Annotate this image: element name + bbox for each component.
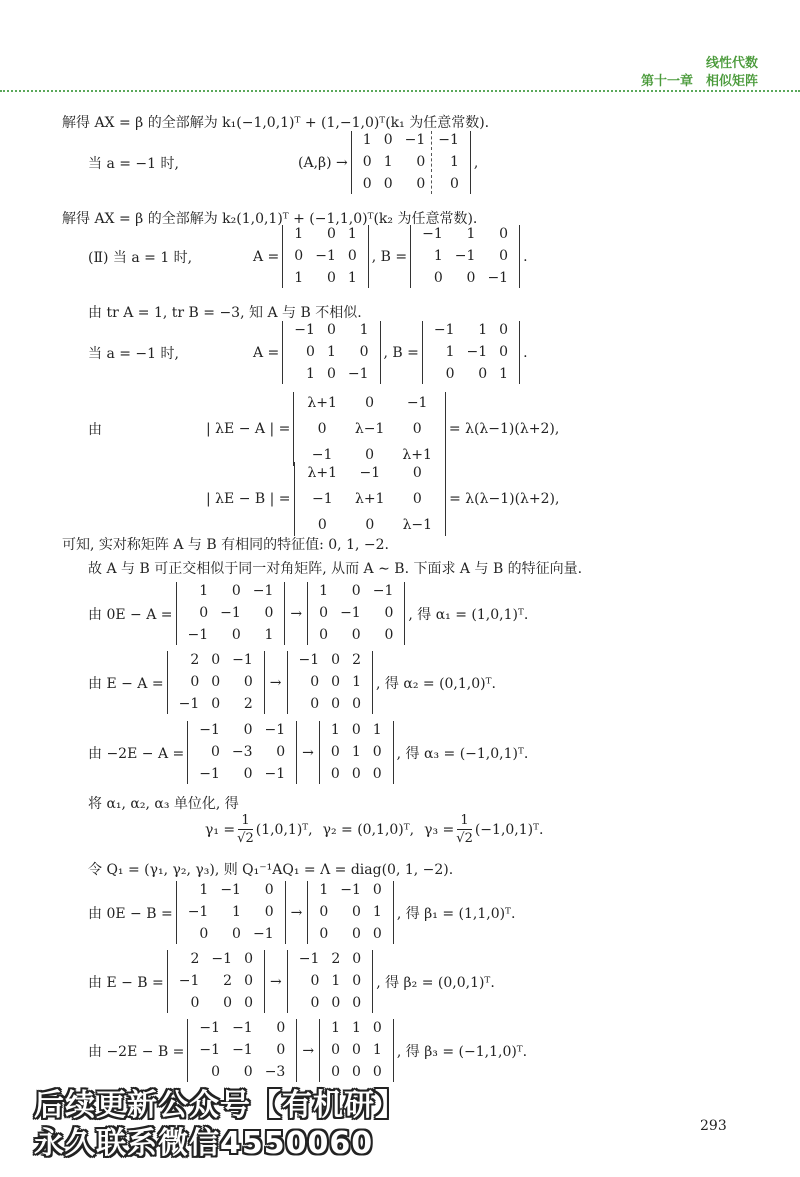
eq-m2E-A: 由 −2E − A = −1 0 −1 0 −3 0 −1 0 −1 → 1 0 1 0 1 0 0 0 0 , 得 α₃ = (−1,0,1)ᵀ. — [88, 722, 529, 782]
matrix-entry: 1 — [319, 583, 329, 599]
matrix — [282, 225, 368, 288]
matrix-entry: 0 — [399, 153, 433, 172]
matrix-entry: 0 — [384, 627, 394, 643]
matrix-entry: 0 — [365, 395, 375, 411]
header-chapter-title: 第十一章 相似矩阵 — [640, 74, 758, 89]
matrix-entry: 1 — [478, 322, 488, 338]
matrix-entry: 0 — [478, 366, 488, 382]
matrix-entry: 0 — [466, 270, 476, 286]
matrix-entry: λ+1 — [307, 395, 337, 411]
matrix-entry: 0 — [412, 491, 422, 507]
matrix-entry: 0 — [352, 696, 362, 712]
matrix-entry: −1 — [220, 605, 241, 621]
matrix-entry: −1 — [294, 322, 315, 338]
matrix-entry: 0 — [330, 744, 340, 760]
matrix-entry: 0 — [326, 322, 336, 338]
matrix-entry: 0 — [264, 904, 274, 920]
watermark-line-2: 永久联系微信4550060 — [34, 1126, 374, 1161]
matrix-entry: 1 — [433, 248, 443, 264]
matrix — [351, 131, 471, 194]
text-line-1: 解得 AX = β 的全部解为 k₁(−1,0,1)ᵀ + (1,−1,0)ᵀ(k₁ 为任意常数). — [62, 115, 490, 131]
matrix-entry: 0 — [231, 583, 241, 599]
matrix-entry: 0 — [294, 248, 304, 264]
matrix — [176, 881, 286, 944]
matrix-entry: −1 — [211, 951, 233, 967]
fraction: $\frac{1}{√2}$ — [456, 813, 473, 846]
matrix-entry: 0 — [331, 696, 341, 712]
matrix-entry: 0 — [372, 1064, 382, 1080]
matrix-entry: −1 — [252, 583, 274, 599]
matrix-entry: 1 — [294, 270, 304, 286]
matrix-entry: 0 — [351, 583, 361, 599]
matrix-entry: 1 — [372, 904, 382, 920]
matrix-entry: 1 — [372, 722, 382, 738]
matrix-entry: −1 — [187, 627, 209, 643]
matrix-entry: −1 — [454, 248, 476, 264]
matrix-entry: −1 — [487, 270, 509, 286]
matrix-entry: −1 — [199, 722, 220, 738]
matrix-entry: 1 — [232, 904, 241, 920]
matrix-entry: −1 — [311, 491, 333, 507]
matrix-entry: −1 — [199, 1020, 221, 1036]
matrix-entry: 1 — [352, 1020, 361, 1036]
text-line-10: 故 A 与 B 可正交相似于同一对角矩阵, 从而 A ∼ B. 下面求 A 与 B 的特征向量. — [88, 561, 583, 577]
matrix-entry: −1 — [311, 447, 333, 463]
eq-A-B-am1: 当 a = −1 时, A = −1 0 1 0 1 0 1 0 −1 , B = −1 1 0 1 −1 0 0 0 1 . — [88, 322, 528, 382]
matrix-entry: −1 — [422, 226, 443, 242]
matrix-entry: 0 — [190, 995, 200, 1011]
matrix-entry: −1 — [347, 366, 369, 382]
matrix — [167, 950, 265, 1013]
matrix-entry: 0 — [449, 176, 459, 192]
matrix-entry: 2 — [190, 652, 200, 668]
matrix-entry: −1 — [232, 1020, 253, 1036]
matrix-entry: 1 — [362, 132, 372, 148]
matrix-entry: 1 — [330, 722, 340, 738]
matrix-entry: 0 — [351, 904, 361, 920]
matrix-entry: λ+1 — [307, 465, 338, 481]
matrix-entry: −1 — [466, 344, 488, 360]
matrix-entry: 0 — [351, 766, 361, 782]
matrix-entry: −1 — [199, 1042, 221, 1058]
text-line-3: 解得 AX = β 的全部解为 k₂(1,0,1)ᵀ + (−1,1,0)ᵀ(k₂ 为任意常数). — [62, 211, 478, 227]
matrix-entry: 1 — [466, 226, 476, 242]
matrix-entry: 0 — [243, 722, 253, 738]
matrix-entry: 0 — [319, 904, 329, 920]
matrix-entry: 0 — [352, 995, 362, 1011]
matrix-entry: −1 — [315, 248, 336, 264]
matrix-entry: −1 — [406, 395, 428, 411]
header-book-title: 线性代数 — [705, 56, 758, 71]
matrix-entry: 0 — [331, 1042, 340, 1058]
matrix-entry: −1 — [264, 722, 286, 738]
matrix-entry: 0 — [319, 926, 329, 942]
matrix-entry: 0 — [264, 605, 274, 621]
matrix — [422, 321, 520, 384]
matrix-entry: λ+1 — [355, 491, 385, 507]
matrix-entry: 1 — [445, 344, 455, 360]
matrix-entry: λ+1 — [402, 447, 432, 463]
matrix-entry: 0 — [223, 995, 233, 1011]
header-divider — [0, 90, 800, 92]
text-line-16: 令 Q₁ = (γ₁, γ₂, γ₃), 则 Q₁⁻¹AQ₁ = Λ = diag(0, 1, −2). — [88, 862, 454, 878]
matrix-entry: 0 — [499, 322, 509, 338]
matrix-entry: 1 — [347, 226, 357, 242]
matrix-entry: 0 — [310, 674, 320, 690]
matrix-entry: 0 — [365, 447, 375, 463]
text-line-9: 可知, 实对称矩阵 A 与 B 有相同的特征值: 0, 1, −2. — [62, 537, 389, 553]
matrix-entry: 0 — [499, 248, 509, 264]
matrix — [287, 651, 373, 714]
matrix-entry: 0 — [372, 1020, 382, 1036]
matrix-entry: 0 — [211, 652, 221, 668]
matrix-entry: 0 — [352, 951, 362, 967]
matrix-entry: 2 — [243, 696, 253, 712]
matrix-entry: −1 — [298, 652, 320, 668]
eq-augmented: 当 a = −1 时, (A,β) → 1 0 −1 −1 0 1 0 1 0 0 0 0 , — [88, 132, 479, 192]
matrix-entry: 0 — [331, 995, 341, 1011]
matrix-entry: 0 — [310, 995, 320, 1011]
matrix-entry: 1 — [319, 882, 329, 898]
matrix — [167, 651, 265, 714]
matrix — [319, 1019, 394, 1082]
matrix-entry: 0 — [352, 1064, 361, 1080]
matrix-entry: 1 — [199, 583, 209, 599]
matrix-entry: 0 — [310, 973, 320, 989]
matrix-entry: −1 — [264, 766, 286, 782]
matrix-entry: 1 — [347, 270, 357, 286]
matrix-entry: 1 — [499, 366, 509, 382]
matrix-entry: 2 — [331, 951, 341, 967]
matrix-entry: −1 — [220, 882, 241, 898]
matrix-entry: −1 — [298, 951, 320, 967]
matrix-entry: 1 — [326, 344, 336, 360]
matrix-entry: 0 — [351, 627, 361, 643]
text-line-5: 由 tr A = 1, tr B = −3, 知 A 与 B 不相似. — [88, 305, 362, 321]
matrix-entry: 1 — [352, 674, 362, 690]
matrix-entry: 0 — [372, 766, 382, 782]
matrix-entry: 0 — [319, 627, 329, 643]
matrix-entry: 0 — [372, 744, 382, 760]
watermark-line-1: 后续更新公众号【有机研】 — [34, 1088, 406, 1123]
matrix-entry: 0 — [359, 344, 369, 360]
matrix — [282, 321, 380, 384]
matrix-entry: −1 — [252, 926, 274, 942]
eq-E-B: 由 E − B = 2 −1 0 −1 2 0 0 0 0 → −1 2 0 0 1 0 0 0 0 , 得 β₂ = (0,0,1)ᵀ. — [88, 951, 495, 1011]
matrix-entry: 0 — [244, 973, 253, 989]
matrix-entry: 0 — [276, 1042, 286, 1058]
matrix-entry: 0 — [362, 154, 372, 170]
matrix-entry: 0 — [331, 1064, 340, 1080]
matrix-entry: 2 — [223, 973, 233, 989]
matrix-entry: 0 — [317, 421, 327, 437]
matrix-entry: −1 — [438, 132, 459, 148]
matrix-entry: 0 — [365, 517, 375, 533]
matrix-entry: 0 — [232, 926, 241, 942]
matrix-entry: 0 — [372, 926, 382, 942]
matrix-entry: −1 — [232, 1042, 253, 1058]
matrix-entry: 0 — [383, 132, 393, 148]
eq-m2E-B: 由 −2E − B = −1 −1 0 −1 −1 0 0 0 −3 → 1 1 0 0 0 1 0 0 0 , 得 β₃ = (−1,1,0)ᵀ. — [88, 1020, 528, 1080]
matrix-entry: 1 — [331, 973, 341, 989]
matrix-entry: 0 — [351, 722, 361, 738]
matrix-entry: 2 — [352, 652, 362, 668]
matrix-entry: 0 — [347, 248, 357, 264]
matrix-entry: 0 — [331, 674, 341, 690]
eq-charpoly-A: 由 | λE − A | = λ+1 0 −1 0 λ−1 0 −1 0 λ+1 = λ(λ−1)(λ+2), — [88, 392, 559, 466]
matrix — [187, 721, 297, 784]
matrix — [187, 1019, 297, 1082]
matrix-entry: 0 — [317, 517, 327, 533]
matrix-entry: 0 — [211, 674, 221, 690]
matrix-entry: 0 — [276, 744, 286, 760]
matrix-entry: λ−1 — [402, 517, 433, 533]
matrix-entry: 0 — [499, 226, 509, 242]
matrix-entry: 1 — [331, 1020, 340, 1036]
eq-A-B-a1: (Ⅱ) 当 a = 1 时, A = 1 0 1 0 −1 0 1 0 1 , B = −1 1 0 1 −1 0 0 0 −1 . — [88, 226, 528, 286]
eq-charpoly-B: | λE − B | = λ+1 −1 0 −1 λ+1 0 0 0 λ−1 = λ(λ−1)(λ+2), — [206, 462, 559, 536]
page-number: 293 — [700, 1118, 727, 1134]
matrix — [319, 721, 394, 784]
matrix-entry: 0 — [326, 270, 336, 286]
matrix-entry: −1 — [340, 605, 361, 621]
matrix — [307, 582, 405, 645]
matrix-entry: 0 — [243, 1064, 253, 1080]
matrix-entry: −1 — [178, 973, 200, 989]
matrix-entry: 0 — [211, 696, 221, 712]
matrix-entry: −3 — [264, 1064, 286, 1080]
matrix-entry: 0 — [306, 344, 315, 360]
matrix-entry: −1 — [372, 583, 394, 599]
matrix-entry: 0 — [399, 175, 433, 194]
matrix-entry: 0 — [362, 176, 372, 192]
eq-E-A: 由 E − A = 2 0 −1 0 0 0 −1 0 2 → −1 0 2 0 0 1 0 0 0 , 得 α₂ = (0,1,0)ᵀ. — [88, 652, 496, 712]
matrix-entry: −1 — [359, 465, 381, 481]
matrix-entry: 0 — [211, 1064, 221, 1080]
matrix-entry: 0 — [326, 226, 336, 242]
matrix-entry: 1 — [294, 226, 304, 242]
matrix-entry: 0 — [330, 766, 340, 782]
matrix-entry: 0 — [243, 766, 253, 782]
matrix-entry: 1 — [306, 366, 315, 382]
matrix-entry: 0 — [499, 344, 509, 360]
matrix — [410, 225, 520, 288]
matrix-entry: −1 — [340, 882, 361, 898]
matrix-entry: 1 — [359, 322, 369, 338]
matrix-entry: 1 — [199, 882, 209, 898]
matrix-entry: 0 — [231, 627, 241, 643]
matrix — [287, 950, 373, 1013]
matrix-entry: 1 — [372, 1042, 382, 1058]
matrix-entry: 0 — [372, 882, 382, 898]
matrix-entry: −3 — [231, 744, 253, 760]
matrix-entry: 0 — [244, 995, 253, 1011]
matrix — [307, 881, 393, 944]
matrix-entry: 0 — [412, 421, 422, 437]
matrix-entry: −1 — [433, 322, 455, 338]
matrix-entry: 0 — [351, 926, 361, 942]
matrix-entry: λ−1 — [354, 421, 385, 437]
matrix-entry: 0 — [352, 1042, 361, 1058]
matrix-entry: 1 — [351, 744, 361, 760]
matrix-entry: 1 — [383, 154, 393, 170]
eq-gammas: γ₁ = $\frac{1}{√2}$ (1,0,1)ᵀ, γ₂ = (0,1,0)ᵀ, γ₃ = $\frac{1}{√2}$ (−1,0,1)ᵀ. — [205, 813, 544, 846]
determinant — [293, 392, 446, 466]
matrix-entry: −1 — [187, 904, 209, 920]
matrix-entry: 0 — [244, 951, 253, 967]
matrix-entry: −1 — [232, 652, 253, 668]
matrix — [176, 582, 286, 645]
matrix-entry: 0 — [199, 605, 209, 621]
text-line-14: 将 α₁, α₂, α₃ 单位化, 得 — [88, 796, 239, 812]
eq-0E-B: 由 0E − B = 1 −1 0 −1 1 0 0 0 −1 → 1 −1 0 0 0 1 0 0 0 , 得 β₁ = (1,1,0)ᵀ. — [88, 882, 516, 942]
matrix-entry: 0 — [445, 366, 455, 382]
matrix-entry: 1 — [264, 627, 274, 643]
matrix-entry: 0 — [326, 366, 336, 382]
matrix-entry: 0 — [412, 465, 422, 481]
matrix-entry: 0 — [310, 696, 320, 712]
matrix-entry: 2 — [190, 951, 200, 967]
matrix-entry: −1 — [199, 766, 220, 782]
matrix-entry: 0 — [276, 1020, 286, 1036]
matrix-entry: −1 — [399, 131, 433, 150]
matrix-entry: 0 — [383, 176, 393, 192]
matrix-entry: 0 — [264, 882, 274, 898]
matrix-entry: 0 — [352, 973, 362, 989]
fraction: $\frac{1}{√2}$ — [237, 813, 254, 846]
matrix-entry: 0 — [433, 270, 443, 286]
eq-0E-A: 由 0E − A = 1 0 −1 0 −1 0 −1 0 1 → 1 0 −1 0 −1 0 0 0 0 , 得 α₁ = (1,0,1)ᵀ. — [88, 583, 529, 643]
matrix-entry: 0 — [199, 926, 209, 942]
matrix-entry: 0 — [190, 674, 200, 690]
matrix-entry: 0 — [210, 744, 220, 760]
matrix-entry: 1 — [449, 154, 459, 170]
matrix-entry: 0 — [331, 652, 341, 668]
matrix-entry: 0 — [384, 605, 394, 621]
matrix-entry: −1 — [178, 696, 200, 712]
matrix-entry: 0 — [243, 674, 253, 690]
matrix-entry: 0 — [319, 605, 329, 621]
determinant — [294, 462, 447, 536]
